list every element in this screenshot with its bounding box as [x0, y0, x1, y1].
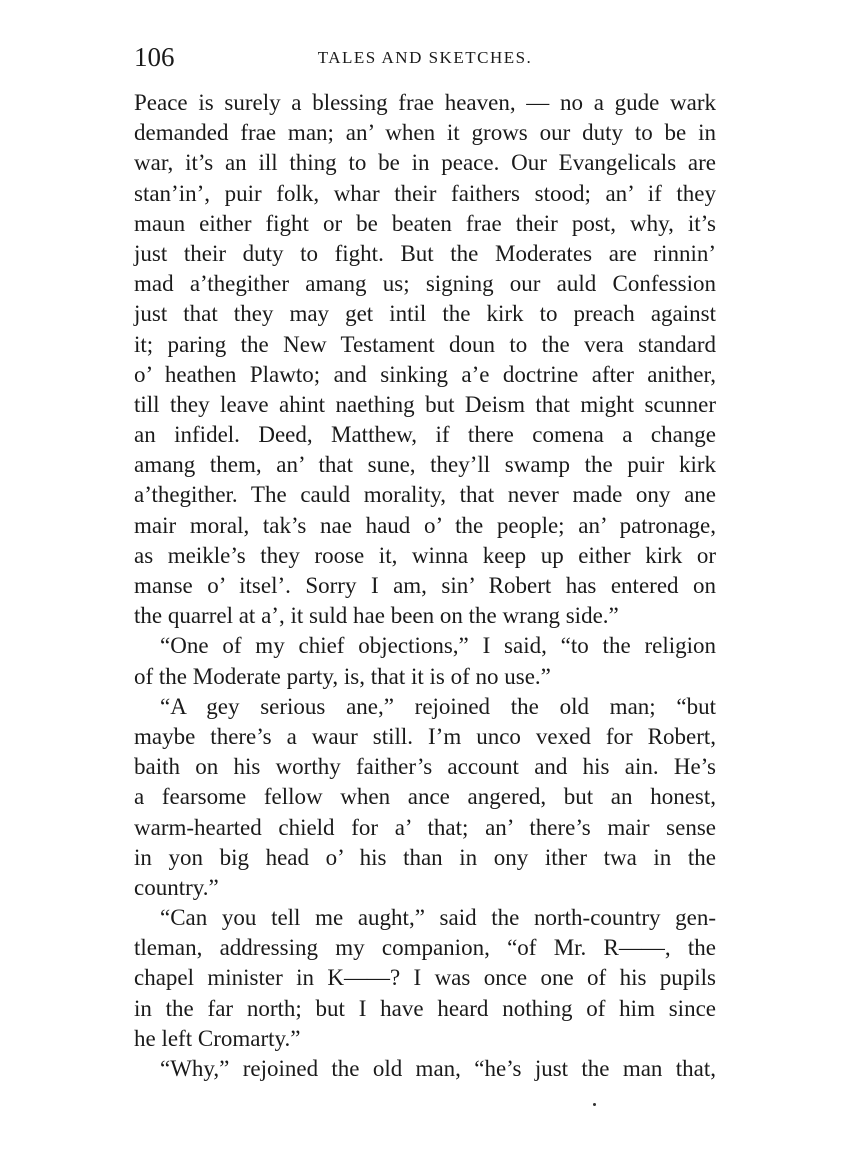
- text-line: demanded frae man; an’ when it grows our duty to be in: [134, 120, 716, 146]
- text-line: mad a’thegither amang us; signing our auld Confession: [134, 271, 716, 297]
- text-line: “A gey serious ane,” rejoined the old man; “but: [160, 693, 716, 719]
- text-line: till they leave ahint naething but Deism that might scunner: [134, 391, 716, 417]
- page-header: [134, 40, 716, 76]
- text-line: of the Moderate party, is, that it is of no use.”: [134, 663, 551, 689]
- page-number: 106: [134, 42, 175, 72]
- text-line: manse o’ itsel’. Sorry I am, sin’ Robert has entered on: [134, 573, 716, 598]
- text-line: war, it’s an ill thing to be in peace. Our Evangelicals are: [134, 150, 716, 176]
- text-line: Peace is surely a blessing frae heaven, — no a gude wark: [134, 90, 716, 115]
- text-line: a fearsome fellow when ance angered, but an honest,: [134, 784, 716, 810]
- text-line: maun either fight or be beaten frae their post, why, it’s: [134, 210, 716, 236]
- text-line: the quarrel at a’, it suld hae been on the wrang side.”: [134, 603, 619, 629]
- running-title: TALES AND SKETCHES.: [317, 48, 533, 67]
- text-line: baith on his worthy faither’s account and his ain. He’s: [134, 754, 716, 780]
- text-line: in yon big head o’ his than in ony ither twa in the: [134, 844, 716, 870]
- text-line: stan’in’, puir folk, whar their faithers stood; an’ if they: [134, 180, 716, 206]
- text-line: a’thegither. The cauld morality, that never made ony ane: [134, 482, 716, 508]
- text-line: o’ heathen Plawto; and sinking a’e doctrine after anither,: [134, 361, 716, 387]
- text-line: it; paring the New Testament doun to the vera standard: [134, 331, 716, 357]
- text-line: warm-hearted chield for a’ that; an’ there’s mair sense: [134, 814, 716, 840]
- text-line: amang them, an’ that sune, they’ll swamp the puir kirk: [134, 452, 716, 478]
- text-line: just that they may get intil the kirk to preach against: [134, 301, 716, 327]
- text-line: in the far north; but I have heard nothing of him since: [134, 995, 716, 1021]
- text-line: maybe there’s a waur still. I’m unco vexed for Robert,: [134, 723, 716, 749]
- text-line: an infidel. Deed, Matthew, if there comena a change: [134, 422, 716, 448]
- text-line: he left Cromarty.”: [134, 1025, 301, 1051]
- ink-speck: [593, 1103, 596, 1106]
- text-line: “One of my chief objections,” I said, “to the religion: [160, 633, 716, 659]
- body-text: [134, 88, 716, 1084]
- text-line: as meikle’s they roose it, winna keep up either kirk or: [134, 542, 716, 568]
- text-line: country.”: [134, 874, 219, 900]
- text-line: “Can you tell me aught,” said the north-country gen-: [160, 905, 716, 931]
- text-line: mair moral, tak’s nae haud o’ the people; an’ patronage,: [134, 512, 716, 538]
- text-line: “Why,” rejoined the old man, “he’s just the man that,: [160, 1056, 716, 1081]
- text-line: tleman, addressing my companion, “of Mr. R——, the: [134, 935, 716, 961]
- text-line: just their duty to fight. But the Moderates are rinnin’: [134, 240, 716, 266]
- text-line: chapel minister in K——? I was once one of his pupils: [134, 965, 716, 991]
